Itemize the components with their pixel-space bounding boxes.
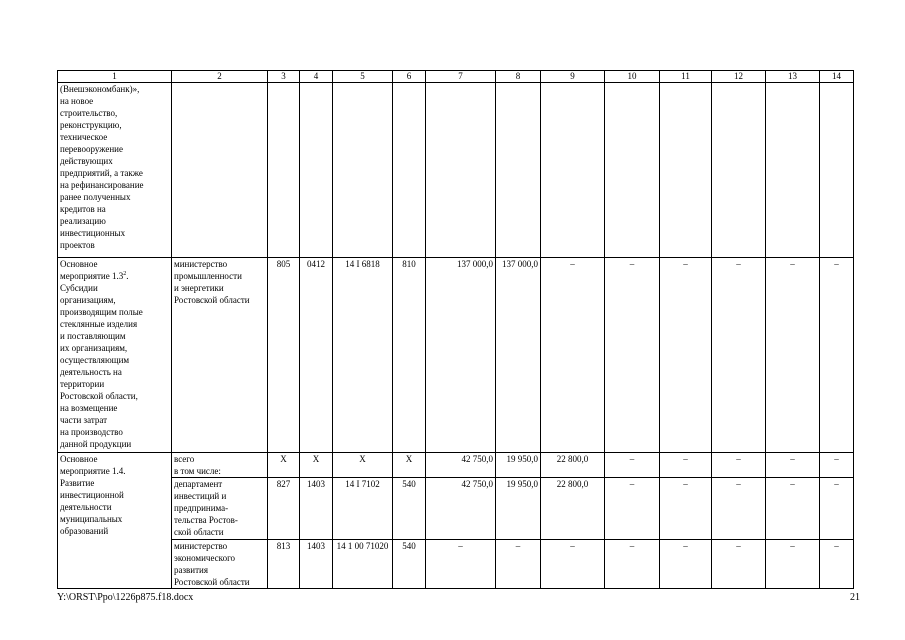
code-cell: 14 I 6818 bbox=[333, 258, 393, 453]
measure-title: Основное мероприятие 1.3 bbox=[60, 259, 124, 281]
amount-cell: – bbox=[660, 478, 712, 540]
amount-cell: – bbox=[605, 453, 660, 478]
header-cell: 6 bbox=[393, 71, 426, 83]
table-row-measure-1-4-economy bbox=[58, 540, 854, 589]
amount-cell: 22 800,0 bbox=[541, 453, 605, 478]
amount-cell: – bbox=[820, 478, 854, 540]
footnote-mark: 2 bbox=[123, 271, 127, 277]
header-cell: 11 bbox=[660, 71, 712, 83]
amount-cell: – bbox=[820, 453, 854, 478]
amount-cell: – bbox=[605, 478, 660, 540]
amount-cell: – bbox=[541, 258, 605, 453]
amount-cell: – bbox=[660, 258, 712, 453]
budget-table bbox=[57, 70, 854, 589]
amount-cell: – bbox=[660, 453, 712, 478]
amount-cell: – bbox=[712, 258, 766, 453]
header-cell: 2 bbox=[172, 71, 268, 83]
measure-description: (Внешэкономбанк)», на новое строительство, реконструкцию, техническое перевооружение действующих предприятий, а также на рефинансирование ранее полученных кредитов на реализацию инвестиционных проектов bbox=[58, 83, 172, 258]
amount-cell: – bbox=[766, 540, 820, 589]
executor: министерство экономического развития Ростовской области bbox=[172, 540, 268, 589]
amount-cell: – bbox=[541, 540, 605, 589]
amount-cell: – bbox=[820, 258, 854, 453]
code-cell: 1403 bbox=[300, 540, 333, 589]
amount-cell: 137 000,0 bbox=[496, 258, 541, 453]
page-number: 21 bbox=[850, 592, 860, 603]
table-row-intro bbox=[58, 83, 854, 258]
amount-cell: 19 950,0 bbox=[496, 453, 541, 478]
header-cell: 4 bbox=[300, 71, 333, 83]
measure-text: . Субсидии организациям, производящим полые стеклянные изделия и поставляющим их организациям, осуществляющим деятельность на территории Ростовской области, на возмещение части затрат на производство данной продукции bbox=[60, 271, 143, 449]
executor: министерство промышленности и энергетики Ростовской области bbox=[172, 258, 268, 453]
header-cell: 10 bbox=[605, 71, 660, 83]
header-cell: 9 bbox=[541, 71, 605, 83]
amount-cell: 19 950,0 bbox=[496, 478, 541, 540]
code-cell: 1403 bbox=[300, 478, 333, 540]
table-row-measure-1-4-total bbox=[58, 453, 854, 478]
amount-cell: 42 750,0 bbox=[426, 478, 496, 540]
amount-cell: – bbox=[605, 540, 660, 589]
header-cell: 8 bbox=[496, 71, 541, 83]
footer-file-path: Y:\ORST\Ppo\1226p875.f18.docx bbox=[57, 592, 194, 603]
executor: департамент инвестиций и предпринима- тельства Ростов- ской области bbox=[172, 478, 268, 540]
header-cell: 14 bbox=[820, 71, 854, 83]
code-cell: 14 1 00 71020 bbox=[333, 540, 393, 589]
amount-cell: – bbox=[820, 540, 854, 589]
amount-cell: – bbox=[426, 540, 496, 589]
header-cell: 3 bbox=[268, 71, 300, 83]
header-row bbox=[58, 71, 854, 83]
code-cell: 540 bbox=[393, 478, 426, 540]
amount-cell: 137 000,0 bbox=[426, 258, 496, 453]
amount-cell: – bbox=[712, 540, 766, 589]
amount-cell: 42 750,0 bbox=[426, 453, 496, 478]
amount-cell: – bbox=[766, 258, 820, 453]
code-cell: 813 bbox=[268, 540, 300, 589]
measure-description bbox=[58, 258, 172, 453]
code-cell: 14 I 7102 bbox=[333, 478, 393, 540]
header-cell: 1 bbox=[58, 71, 172, 83]
table-row-measure-1-3 bbox=[58, 258, 854, 453]
code-cell: Х bbox=[268, 453, 300, 478]
code-cell: Х bbox=[333, 453, 393, 478]
header-cell: 5 bbox=[333, 71, 393, 83]
header-cell: 13 bbox=[766, 71, 820, 83]
amount-cell: – bbox=[605, 258, 660, 453]
code-cell: Х bbox=[300, 453, 333, 478]
measure-description: Основное мероприятие 1.4. Развитие инвестиционной деятельности муниципальных образований bbox=[58, 453, 172, 589]
executor: всего в том числе: bbox=[172, 453, 268, 478]
amount-cell: – bbox=[496, 540, 541, 589]
code-cell: 540 bbox=[393, 540, 426, 589]
amount-cell: – bbox=[660, 540, 712, 589]
code-cell: Х bbox=[393, 453, 426, 478]
code-cell: 0412 bbox=[300, 258, 333, 453]
code-cell: 827 bbox=[268, 478, 300, 540]
amount-cell: – bbox=[712, 453, 766, 478]
amount-cell: – bbox=[712, 478, 766, 540]
code-cell: 805 bbox=[268, 258, 300, 453]
header-cell: 12 bbox=[712, 71, 766, 83]
code-cell: 810 bbox=[393, 258, 426, 453]
header-cell: 7 bbox=[426, 71, 496, 83]
amount-cell: – bbox=[766, 478, 820, 540]
amount-cell: – bbox=[766, 453, 820, 478]
table-row-measure-1-4-investments bbox=[58, 478, 854, 540]
amount-cell: 22 800,0 bbox=[541, 478, 605, 540]
